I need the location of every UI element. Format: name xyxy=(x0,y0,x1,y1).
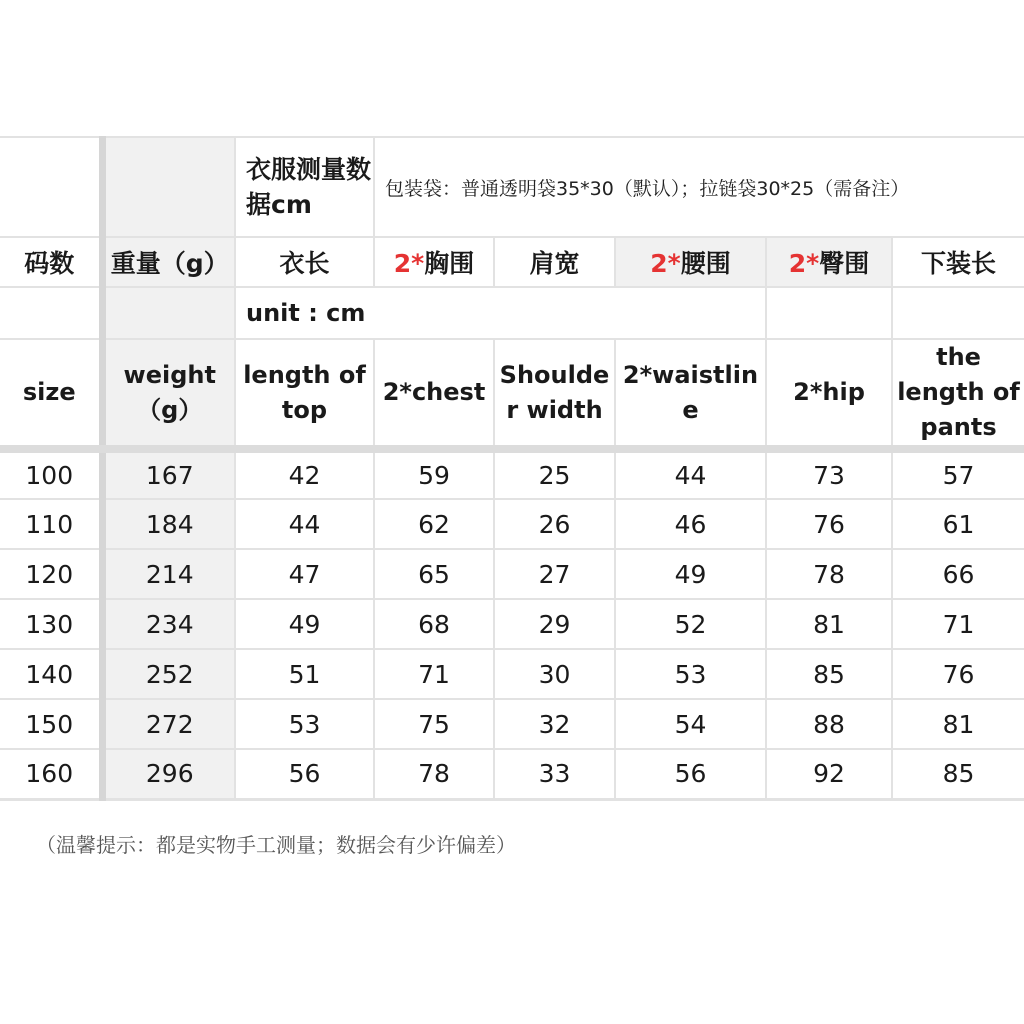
cell-shoulder: 26 xyxy=(494,499,615,549)
footer-tip: （温馨提示：都是实物手工测量；数据会有少许偏差） xyxy=(36,833,516,857)
cell-size: 130 xyxy=(0,599,102,649)
table-row xyxy=(0,699,1024,749)
header-row-cn xyxy=(0,237,1024,287)
cell-shoulder: 27 xyxy=(494,549,615,599)
cell-pants: 66 xyxy=(892,549,1024,599)
header-cn-size: 码数 xyxy=(0,237,102,287)
cell-chest: 68 xyxy=(374,599,494,649)
cell-weight: 184 xyxy=(102,499,235,549)
cell-size: 120 xyxy=(0,549,102,599)
cell-shoulder: 29 xyxy=(494,599,615,649)
table-row xyxy=(0,749,1024,799)
cell-size: 160 xyxy=(0,749,102,799)
cell-length: 53 xyxy=(235,699,374,749)
empty-cell xyxy=(766,287,892,339)
measurement-title: 衣服测量数据cm xyxy=(235,137,374,237)
cell-pants: 57 xyxy=(892,449,1024,499)
header-cn-shoulder: 肩宽 xyxy=(494,237,615,287)
header-cn-hip: 2*臀围 xyxy=(766,237,892,287)
cell-weight: 214 xyxy=(102,549,235,599)
header-row-en xyxy=(0,339,1024,449)
cell-pants: 71 xyxy=(892,599,1024,649)
cell-waist: 53 xyxy=(615,649,766,699)
cell-hip: 76 xyxy=(766,499,892,549)
package-note: 包装袋：普通透明袋35*30（默认）；拉链袋30*25（需备注） xyxy=(374,137,1024,237)
cell-weight: 234 xyxy=(102,599,235,649)
cell-hip: 78 xyxy=(766,549,892,599)
cell-shoulder: 32 xyxy=(494,699,615,749)
header-en-length: length of top xyxy=(235,339,374,449)
unit-label: unit : cm xyxy=(235,287,766,339)
cell-length: 56 xyxy=(235,749,374,799)
cell-chest: 65 xyxy=(374,549,494,599)
cell-weight: 272 xyxy=(102,699,235,749)
cell-shoulder: 33 xyxy=(494,749,615,799)
cell-chest: 78 xyxy=(374,749,494,799)
cell-pants: 76 xyxy=(892,649,1024,699)
cell-length: 51 xyxy=(235,649,374,699)
cell-size: 140 xyxy=(0,649,102,699)
table-row xyxy=(0,649,1024,699)
table-row xyxy=(0,499,1024,549)
cell-chest: 62 xyxy=(374,499,494,549)
cell-length: 42 xyxy=(235,449,374,499)
cell-length: 47 xyxy=(235,549,374,599)
cell-shoulder: 30 xyxy=(494,649,615,699)
cell-hip: 85 xyxy=(766,649,892,699)
cell-pants: 61 xyxy=(892,499,1024,549)
cell-waist: 52 xyxy=(615,599,766,649)
cell-waist: 54 xyxy=(615,699,766,749)
title-row xyxy=(0,137,1024,237)
cell-pants: 85 xyxy=(892,749,1024,799)
cell-hip: 92 xyxy=(766,749,892,799)
table-row xyxy=(0,599,1024,649)
table-row xyxy=(0,549,1024,599)
cell-size: 110 xyxy=(0,499,102,549)
table-row xyxy=(0,449,1024,499)
header-en-chest: 2*chest xyxy=(374,339,494,449)
cell-weight: 167 xyxy=(102,449,235,499)
cell-size: 150 xyxy=(0,699,102,749)
cell-shoulder: 25 xyxy=(494,449,615,499)
header-en-weight: weight（g） xyxy=(102,339,235,449)
empty-cell xyxy=(102,287,235,339)
header-en-hip: 2*hip xyxy=(766,339,892,449)
cell-length: 49 xyxy=(235,599,374,649)
cell-weight: 296 xyxy=(102,749,235,799)
cell-hip: 73 xyxy=(766,449,892,499)
cell-hip: 81 xyxy=(766,599,892,649)
header-en-pants: the length of pants xyxy=(892,339,1024,449)
header-cn-pants: 下装长 xyxy=(892,237,1024,287)
header-cn-chest: 2*胸围 xyxy=(374,237,494,287)
empty-cell xyxy=(0,137,102,237)
cell-waist: 49 xyxy=(615,549,766,599)
cell-waist: 44 xyxy=(615,449,766,499)
cell-waist: 56 xyxy=(615,749,766,799)
empty-cell xyxy=(0,287,102,339)
header-cn-length: 衣长 xyxy=(235,237,374,287)
cell-pants: 81 xyxy=(892,699,1024,749)
unit-row xyxy=(0,287,1024,339)
cell-chest: 75 xyxy=(374,699,494,749)
cell-weight: 252 xyxy=(102,649,235,699)
cell-chest: 59 xyxy=(374,449,494,499)
cell-size: 100 xyxy=(0,449,102,499)
cell-hip: 88 xyxy=(766,699,892,749)
cell-waist: 46 xyxy=(615,499,766,549)
size-chart-table xyxy=(0,136,1024,801)
cell-chest: 71 xyxy=(374,649,494,699)
header-cn-waist: 2*腰围 xyxy=(615,237,766,287)
header-en-waist: 2*waistline xyxy=(615,339,766,449)
header-en-shoulder: Shoulder width xyxy=(494,339,615,449)
empty-cell xyxy=(892,287,1024,339)
cell-length: 44 xyxy=(235,499,374,549)
header-en-size: size xyxy=(0,339,102,449)
empty-cell xyxy=(102,137,235,237)
header-cn-weight: 重量（g） xyxy=(102,237,235,287)
